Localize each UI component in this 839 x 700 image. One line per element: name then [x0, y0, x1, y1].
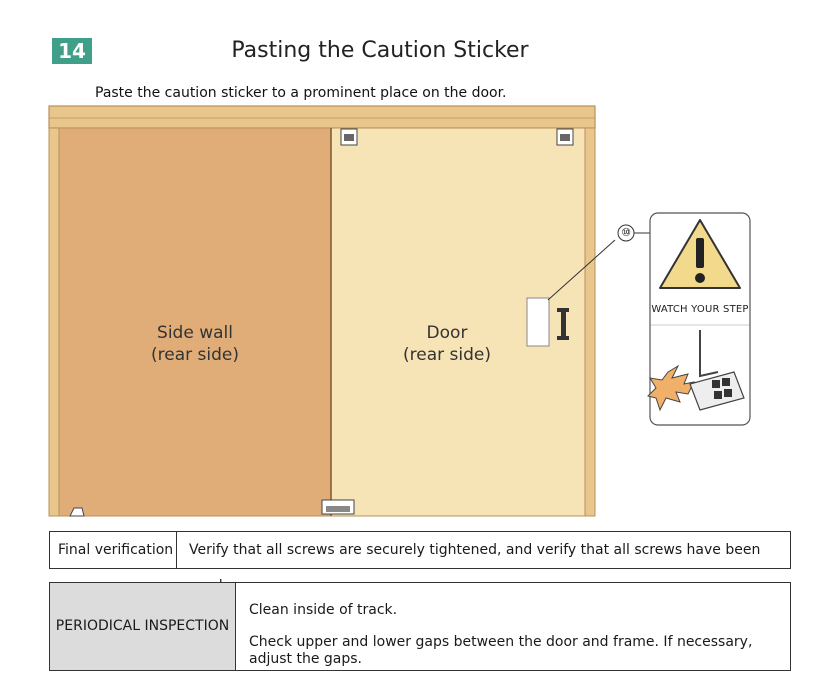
sticker-caption: WATCH YOUR STEP: [651, 304, 749, 315]
page-title: Pasting the Caution Sticker: [231, 38, 529, 63]
step-number-badge: 14: [52, 38, 92, 64]
instruction-text: Paste the caution sticker to a prominent place on the door.: [95, 85, 507, 101]
door-label: [347, 322, 547, 366]
door-label-line1: Door: [426, 323, 468, 343]
inspection-item-check-gaps: Check upper and lower gaps between the door and frame. If necessary,: [249, 634, 753, 650]
periodical-inspection-label: PERIODICAL INSPECTION: [50, 583, 236, 670]
right-roller-icon: [557, 129, 573, 145]
top-frame: [49, 106, 595, 128]
callout-number: ⑩: [621, 226, 631, 239]
left-roller-icon: [341, 129, 357, 145]
inspection-item-clean-track: Clean inside of track.: [249, 602, 398, 618]
floor-guide-icon: [322, 500, 354, 514]
periodical-inspection-row: [49, 582, 791, 671]
final-verification-row: [49, 531, 791, 569]
right-frame-post: [585, 128, 595, 516]
inspection-item-adjust-gaps: adjust the gaps.: [249, 651, 362, 667]
left-frame-post: [49, 128, 59, 516]
side-wall-label: [95, 322, 295, 366]
final-verification-text: Verify that all screws are securely tightened, and verify that all screws have been: [189, 542, 761, 558]
side-wall-label-line1: Side wall: [157, 323, 233, 343]
side-wall-label-line2: (rear side): [151, 345, 239, 365]
door-label-line2: (rear side): [403, 345, 491, 365]
final-verification-label: Final verification: [50, 532, 177, 568]
